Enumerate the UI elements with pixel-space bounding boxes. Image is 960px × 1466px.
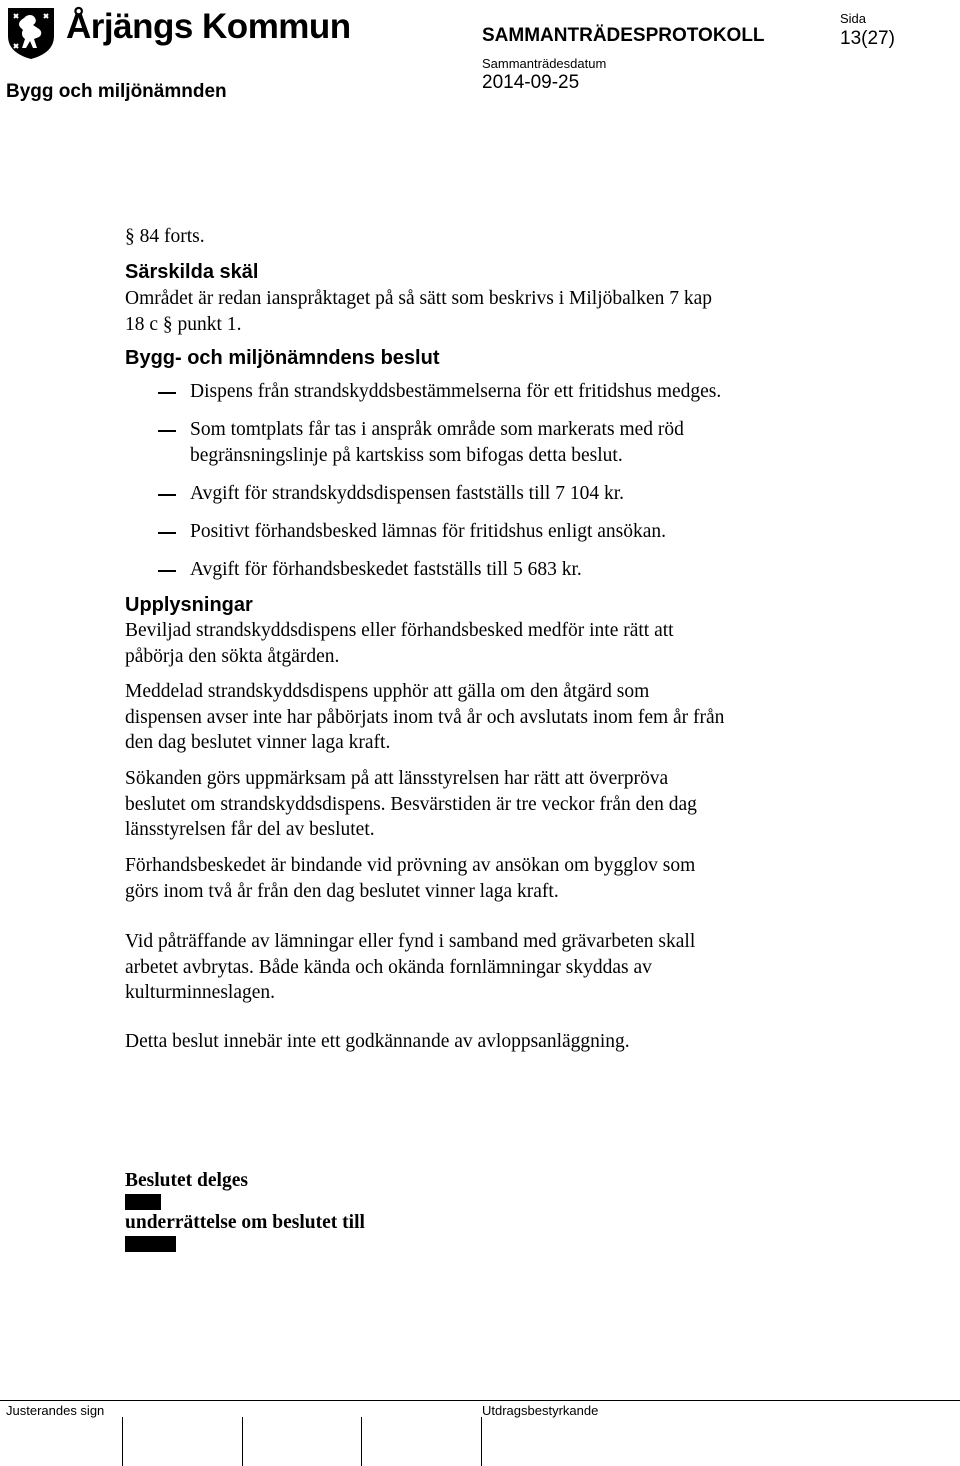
special-reasons-text: [125, 286, 712, 337]
information-paragraph: [125, 853, 695, 904]
decision-item: [190, 417, 684, 468]
meeting-date: 2014-09-25: [482, 72, 580, 93]
information-paragraph: [125, 766, 697, 843]
decision-item: Positivt förhandsbesked lämnas för fritidshus enligt ansökan.: [190, 521, 667, 542]
decision-item: Dispens från strandskyddsbestämmelserna för ett fritidshus medges.: [190, 381, 722, 402]
text-line: 18 c § punkt 1.: [125, 313, 242, 335]
list-dash: [158, 494, 176, 496]
decision-item: Avgift för förhandsbeskedet fastställs till 5 683 kr.: [190, 559, 582, 580]
text-line: Området är redan ianspråktaget på så sätt som beskrivs i Miljöbalken 7 kap: [125, 288, 712, 309]
certification-label: Utdragsbestyrkande: [482, 1403, 599, 1418]
page-number: 13(27): [840, 28, 895, 49]
special-reasons-heading: Särskilda skäl: [125, 261, 259, 283]
signature-divider: [361, 1417, 362, 1466]
text-line: Som tomtplats får tas i anspråk område som markerats med röd: [190, 419, 684, 440]
notification-heading: underrättelse om beslutet till: [125, 1212, 365, 1233]
list-dash: [158, 430, 176, 432]
information-heading: Upplysningar: [125, 594, 253, 616]
text-line: Beviljad strandskyddsdispens eller förhandsbesked medför inte rätt att: [125, 620, 674, 641]
list-dash: [158, 532, 176, 534]
text-line: den dag beslutet vinner laga kraft.: [125, 732, 391, 753]
committee-name: Bygg och miljönämnden: [6, 81, 227, 102]
signature-divider: [122, 1417, 123, 1466]
adjuster-sign-label: Justerandes sign: [6, 1403, 105, 1418]
coat-of-arms-lion-icon: [6, 6, 56, 60]
information-paragraph: [125, 679, 724, 756]
list-dash: [158, 392, 176, 394]
information-paragraph: [125, 929, 695, 1006]
text-line: Vid påträffande av lämningar eller fynd i samband med grävarbeten skall: [125, 931, 696, 952]
redaction-block: [125, 1194, 161, 1210]
list-dash: [158, 570, 176, 572]
text-line: Meddelad strandskyddsdispens upphör att gälla om den åtgärd som: [125, 681, 650, 702]
text-line: arbetet avbrytas. Både kända och okända fornlämningar skyddas av: [125, 956, 652, 978]
municipality-name: Årjängs Kommun: [66, 7, 351, 46]
delivered-heading: Beslutet delges: [125, 1170, 248, 1191]
text-line: Sökanden görs uppmärksam på att länsstyrelsen har rätt att överpröva: [125, 768, 669, 789]
meeting-date-label: Sammanträdesdatum: [482, 56, 607, 71]
information-paragraph: [125, 618, 674, 669]
information-paragraph: [125, 1029, 630, 1055]
signature-divider: [242, 1417, 243, 1466]
text-line: Detta beslut innebär inte ett godkännande av avloppsanläggning.: [125, 1031, 630, 1052]
text-line: beslutet om strandskyddsdispens. Besvärstiden är tre veckor från den dag: [125, 793, 697, 815]
text-line: påbörja den sökta åtgärden.: [125, 645, 340, 667]
text-line: dispensen avser inte har påbörjats inom två år och avslutats inom fem år från: [125, 706, 725, 728]
footer-divider: [0, 1400, 960, 1401]
text-line: görs inom två år från den dag beslutet vinner laga kraft.: [125, 880, 559, 902]
text-line: begränsningslinje på kartskiss som bifogas detta beslut.: [190, 444, 623, 466]
redaction-block: [125, 1236, 176, 1252]
decision-item: Avgift för strandskyddsdispensen fastställs till 7 104 kr.: [190, 483, 625, 504]
text-line: Förhandsbeskedet är bindande vid prövning av ansökan om bygglov som: [125, 855, 696, 876]
text-line: länsstyrelsen får del av beslutet.: [125, 819, 375, 840]
decision-heading: Bygg- och miljönämndens beslut: [125, 347, 440, 369]
text-line: kulturminneslagen.: [125, 982, 276, 1003]
section-reference: § 84 forts.: [125, 226, 205, 247]
signature-divider: [481, 1417, 482, 1466]
page-label: Sida: [840, 11, 867, 26]
document-type: SAMMANTRÄDESPROTOKOLL: [482, 25, 765, 46]
